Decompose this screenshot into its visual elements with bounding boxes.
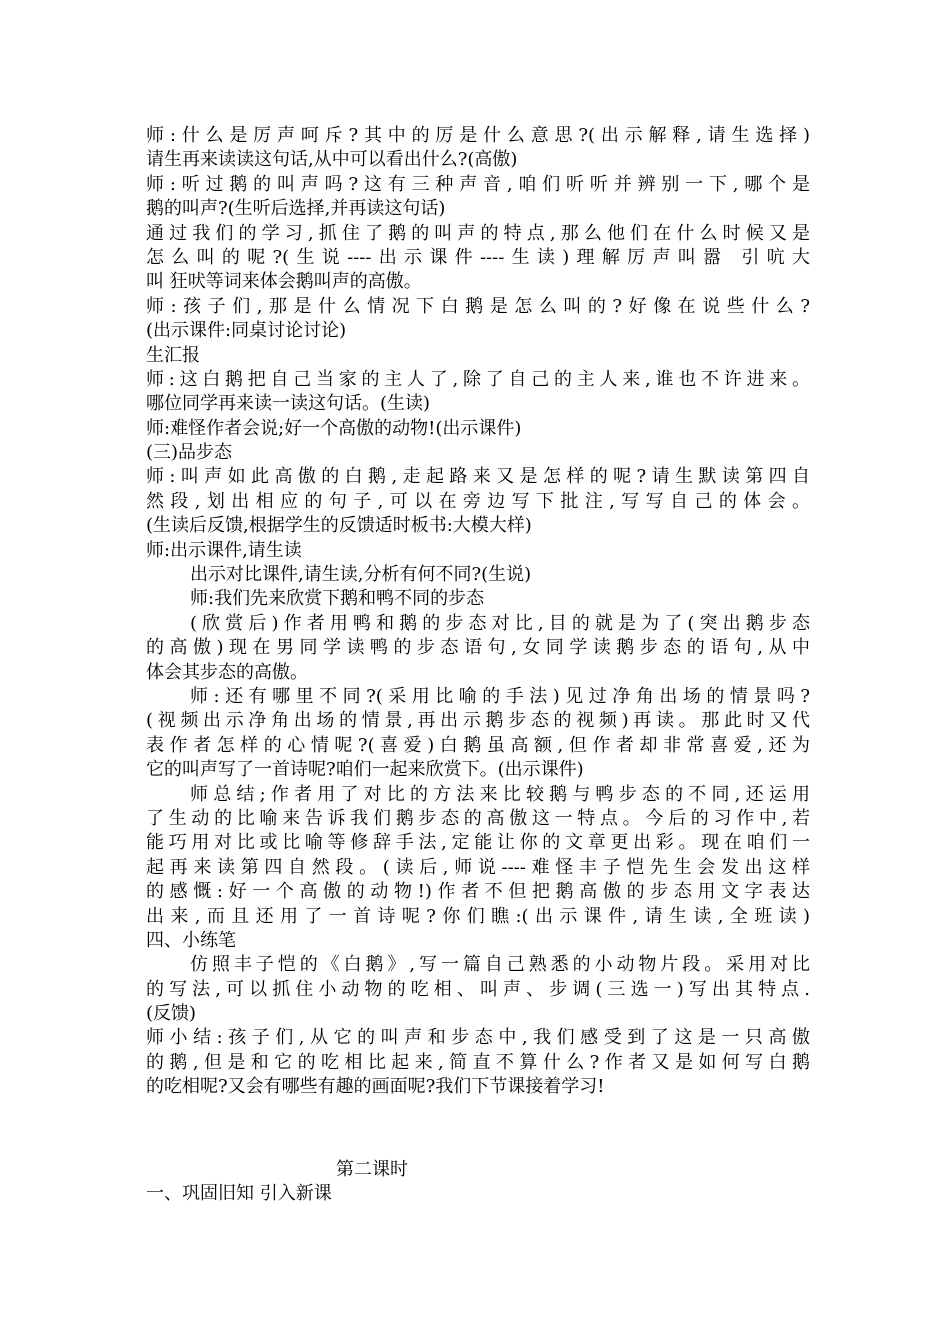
text-line: 的感慨:好一个高傲的动物!)作者不但把鹅高傲的步态用文字表达 (146, 881, 810, 903)
text-line: 师:我们先来欣赏下鹅和鸭不同的步态 (190, 588, 485, 610)
text-line: (生读后反馈,根据学生的反馈适时板书:大模大样) (146, 515, 532, 537)
text-line: 起再来读第四自然段。(读后,师说----难怪丰子恺先生会发出这样 (146, 856, 810, 878)
text-line: 师:叫声如此高傲的白鹅,走起路来又是怎样的呢?请生默读第四自 (146, 466, 810, 488)
text-line: 怎么叫的呢?(生说----出示课件----生读)理解厉声叫嚣 引吭大 (146, 246, 810, 268)
text-line: 能巧用对比或比喻等修辞手法,定能让你的文章更出彩。现在咱们一 (146, 832, 810, 854)
text-line: 的鹅,但是和它的吃相比起来,简直不算什么?作者又是如何写白鹅 (146, 1051, 810, 1073)
text-line: 师:还有哪里不同?(采用比喻的手法)见过净角出场的情景吗? (190, 685, 810, 707)
lesson-plan-text (146, 124, 810, 1206)
text-line: 体会其步态的高傲。 (146, 661, 308, 683)
text-line: 师:什么是厉声呵斥?其中的厉是什么意思?(出示解释,请生选择) (146, 125, 810, 146)
section-title: 第二课时 (336, 1158, 408, 1180)
text-line: 仿照丰子恺的《白鹅》,写一篇自己熟悉的小动物片段。采用对比 (190, 954, 810, 976)
text-line: 叫 狂吠等词来体会鹅叫声的高傲。 (146, 271, 422, 293)
text-line: 的高傲)现在男同学读鸭的步态语句,女同学读鹅步态的语句,从中 (146, 637, 810, 659)
text-line: 它的叫声写了一首诗呢?咱们一起来欣赏下。(出示课件) (146, 759, 584, 781)
text-line: 生汇报 (146, 344, 200, 366)
text-line: (视频出示净角出场的情景,再出示鹅步态的视频)再读。那此时又代 (146, 710, 810, 732)
text-line: 四、小练笔 (146, 929, 236, 951)
text-line: 师:出示课件,请生读 (146, 539, 302, 561)
text-line: 师:这白鹅把自己当家的主人了,除了自己的主人来,谁也不许进来。 (146, 368, 810, 390)
text-line: 的吃相呢?又会有哪些有趣的画面呢?我们下节课接着学习! (146, 1076, 605, 1098)
text-line: 哪位同学再来读一读这句话。(生读) (146, 393, 431, 415)
section-first-line: 一、巩固旧知 引入新课 (146, 1183, 332, 1205)
text-line: 出示对比课件,请生读,分析有何不同?(生说) (190, 564, 532, 586)
text-line: 请生再来读读这句话,从中可以看出什么?(高傲) (146, 149, 518, 171)
paragraph-lines (146, 124, 810, 1100)
text-line: 鹅的叫声?(生听后选择,并再读这句话) (146, 198, 446, 220)
text-line: (反馈) (146, 1003, 197, 1025)
text-line: 了生动的比喻来告诉我们鹅步态的高傲这一特点。今后的习作中,若 (146, 807, 810, 829)
text-line: 师:听过鹅的叫声吗?这有三种声音,咱们听听并辨别一下,哪个是 (146, 173, 810, 195)
text-line: 师小结:孩子们,从它的叫声和步态中,我们感受到了这是一只高傲 (146, 1027, 810, 1049)
text-line: 师:孩子们,那是什么情况下白鹅是怎么叫的?好像在说些什么? (146, 295, 810, 317)
text-line: (欣赏后)作者用鸭和鹅的步态对比,目的就是为了(突出鹅步态 (190, 612, 810, 634)
section-gap (146, 1100, 810, 1158)
text-line: 然段,划出相应的句子,可以在旁边写下批注,写写自己的体会。 (146, 490, 810, 512)
text-line: 的写法,可以抓住小动物的吃相、叫声、步调(三选一)写出其特点. (146, 978, 810, 1000)
text-line: 师总结;作者用了对比的方法来比较鹅与鸭步态的不同,还运用 (190, 783, 810, 805)
text-line: (出示课件:同桌讨论讨论) (146, 320, 347, 342)
text-line: (三)品步态 (146, 442, 233, 464)
text-line: 出来,而且还用了一首诗呢?你们瞧:(出示课件,请生读,全班读) (146, 905, 810, 927)
text-line: 师:难怪作者会说;好一个高傲的动物!(出示课件) (146, 417, 522, 439)
text-line: 通过我们的学习,抓住了鹅的叫声的特点,那么他们在什么时候又是 (146, 222, 810, 244)
text-line: 表作者怎样的心情呢?(喜爱)白鹅虽高额,但作者却非常喜爱,还为 (146, 734, 810, 756)
